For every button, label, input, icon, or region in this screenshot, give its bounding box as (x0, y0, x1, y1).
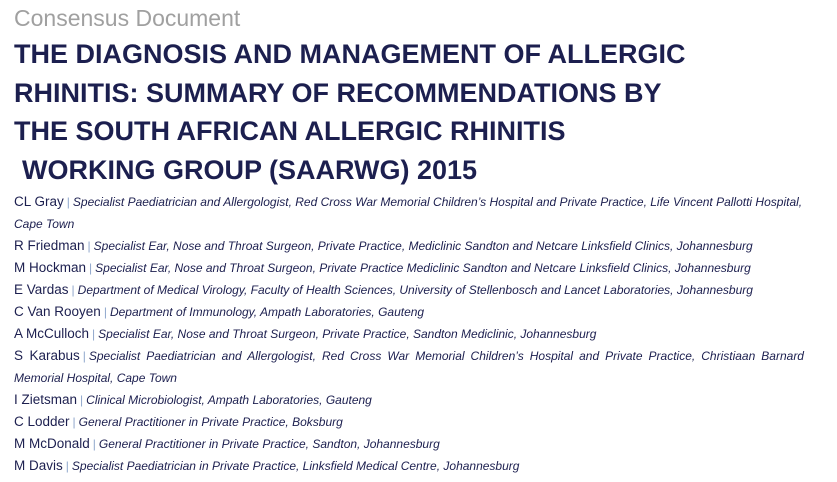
separator: | (80, 393, 84, 407)
author-affiliation: Specialist Paediatrician and Allergologist, Red Cross War Memorial Children’s Hospital and Private Practice, Life Vincent Pallotti Hospital, Cape Town (14, 195, 803, 231)
title-line: RHINITIS: SUMMARY OF RECOMMENDATIONS BY (14, 77, 662, 108)
author-name: M Davis (14, 458, 63, 473)
author-entry (14, 345, 804, 389)
document-title (14, 35, 822, 189)
title-line: WORKING GROUP (SAARWG) 2015 (22, 154, 478, 185)
separator: | (72, 415, 76, 429)
author-name: CL Gray (14, 194, 64, 209)
author-affiliation: General Practitioner in Private Practice, Boksburg (78, 415, 343, 429)
author-entry (14, 323, 822, 345)
document-page (14, 4, 822, 477)
separator: | (92, 327, 96, 341)
author-entry (14, 389, 822, 411)
author-name: I Zietsman (14, 392, 78, 407)
author-name: E Vardas (14, 282, 69, 297)
document-type-label: Consensus Document (14, 5, 241, 31)
author-name: S Karabus (14, 348, 80, 363)
separator: | (89, 261, 93, 275)
separator: | (71, 283, 75, 297)
author-list (14, 191, 822, 477)
author-entry (14, 279, 822, 301)
author-entry (14, 257, 822, 279)
title-line: THE DIAGNOSIS AND MANAGEMENT OF ALLERGIC (14, 39, 686, 69)
author-entry (14, 411, 822, 433)
author-name: A McCulloch (14, 326, 90, 341)
author-affiliation: Specialist Paediatrician in Private Practice, Linksfield Medical Centre, Johannesburg (71, 459, 520, 473)
author-affiliation: Specialist Ear, Nose and Throat Surgeon, Private Practice, Mediclinic Sandton and Netcare Linksfield Clinics, Johannesburg (93, 239, 753, 253)
author-name: C Lodder (14, 414, 70, 429)
author-entry (14, 301, 822, 323)
author-affiliation: Specialist Ear, Nose and Throat Surgeon, Private Practice Mediclinic Sandton and Netcare Linksfield Clinics, Johannesburg (95, 261, 751, 275)
author-affiliation: Department of Medical Virology, Faculty of Health Sciences, University of Stellenbosch and Lancet Laboratories, Johannesburg (77, 283, 753, 297)
separator: | (65, 459, 69, 473)
author-name: M McDonald (14, 436, 90, 451)
separator: | (92, 437, 96, 451)
author-entry (14, 235, 822, 257)
separator: | (103, 305, 107, 319)
separator: | (87, 239, 91, 253)
author-affiliation: General Practitioner in Private Practice, Sandton, Johannesburg (98, 437, 440, 451)
author-name: R Friedman (14, 238, 85, 253)
author-affiliation: Clinical Microbiologist, Ampath Laboratories, Gauteng (86, 393, 372, 407)
separator: | (82, 349, 86, 363)
author-name: C Van Rooyen (14, 304, 101, 319)
author-entry (14, 433, 822, 455)
author-entry (14, 455, 822, 477)
author-affiliation: Department of Immunology, Ampath Laboratories, Gauteng (109, 305, 425, 319)
author-name: M Hockman (14, 260, 87, 275)
separator: | (66, 195, 70, 209)
author-affiliation: Specialist Paediatrician and Allergologist, Red Cross War Memorial Children’s Hospital and Private Practice, Christiaan Barnard Memorial Hospital, Cape Town (14, 349, 804, 385)
author-entry (14, 191, 804, 235)
title-line: THE SOUTH AFRICAN ALLERGIC RHINITIS (14, 116, 566, 146)
author-affiliation: Specialist Ear, Nose and Throat Surgeon, Private Practice, Sandton Mediclinic, Johannesburg (98, 327, 597, 341)
